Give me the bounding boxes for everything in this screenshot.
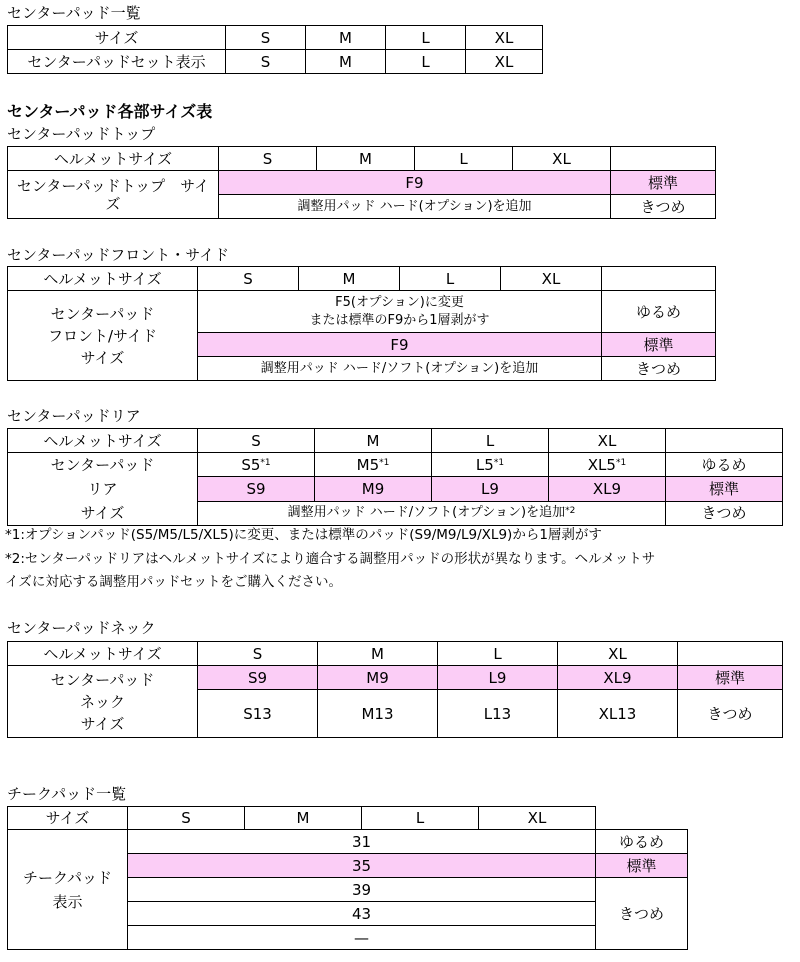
header-cell: S <box>226 26 306 50</box>
header-cell: L <box>438 642 558 666</box>
standard-value: L9 <box>438 666 558 690</box>
footnote-mark: *1 <box>260 457 271 468</box>
table-row <box>8 147 716 171</box>
rear-table <box>7 428 783 526</box>
tight-value: 調整用パッド ハード(オプション)を追加 <box>219 195 611 219</box>
header-cell: L <box>362 807 479 830</box>
row-label-line: センターパッド <box>50 670 155 689</box>
footnote-mark: *2 <box>565 506 576 517</box>
cheek-value: — <box>128 926 596 950</box>
header-cell: サイズ <box>8 26 226 50</box>
tight-value: S13 <box>198 690 318 738</box>
loose-value-line: または標準のF9から1層剥がす <box>309 312 490 328</box>
table-row <box>8 642 783 666</box>
footnote-mark: *1 <box>379 457 390 468</box>
empty-corner <box>596 807 688 830</box>
table-row <box>8 429 783 453</box>
overview-title: センターパッド一覧 <box>7 4 141 22</box>
header-cell: ヘルメットサイズ <box>8 267 198 291</box>
loose-value <box>198 291 602 333</box>
loose-value-text: S5 <box>241 455 261 474</box>
row-label <box>8 830 128 950</box>
footnote-mark: *1 <box>493 457 505 468</box>
top-title: センターパッドトップ <box>7 125 156 143</box>
table-row <box>8 50 543 74</box>
standard-value: XL9 <box>558 666 678 690</box>
header-cell: XL <box>558 642 678 666</box>
header-cell: M <box>306 26 386 50</box>
standard-value: S9 <box>198 477 315 501</box>
tight-tag: きつめ <box>611 195 716 219</box>
footnote-2-line-2: イズに対応する調整用パッドセットをご購入ください。 <box>5 574 342 590</box>
cheek-value: 35 <box>128 854 596 878</box>
table-row <box>8 807 688 830</box>
table-row <box>8 171 716 195</box>
header-cell: L <box>400 267 501 291</box>
table-row <box>8 291 716 333</box>
neck-title: センターパッドネック <box>7 619 156 637</box>
row-label-line: サイズ <box>80 714 125 733</box>
tight-tag: きつめ <box>596 878 688 950</box>
header-cell: ヘルメットサイズ <box>8 642 198 666</box>
parts-heading: センターパッド各部サイズ表 <box>7 102 213 121</box>
header-cell: M <box>299 267 400 291</box>
row-label-line: 表示 <box>52 892 83 911</box>
header-cell <box>666 429 783 453</box>
standard-value: M9 <box>315 477 432 501</box>
header-cell: XL <box>549 429 666 453</box>
standard-tag: 標準 <box>596 854 688 878</box>
row-label-line: サイズ <box>80 348 125 367</box>
header-cell: XL <box>501 267 602 291</box>
front-table <box>7 266 716 381</box>
standard-value: M9 <box>318 666 438 690</box>
loose-value-text: XL5 <box>587 455 616 474</box>
value-cell: S <box>226 50 306 74</box>
cheek-value: 43 <box>128 902 596 926</box>
table-row <box>8 267 716 291</box>
tight-value: M13 <box>318 690 438 738</box>
header-cell: L <box>415 147 513 171</box>
row-label-line: サイズ <box>80 504 125 522</box>
tight-tag: きつめ <box>678 690 783 738</box>
header-cell: XL <box>479 807 596 830</box>
rear-title: センターパッドリア <box>7 407 141 425</box>
header-cell: S <box>128 807 245 830</box>
header-cell: M <box>315 429 432 453</box>
header-cell: ヘルメットサイズ <box>8 429 198 453</box>
tight-value: XL13 <box>558 690 678 738</box>
cheek-table <box>7 806 688 950</box>
tight-value-text: 調整用パッド ハード/ソフト(オプション)を追加 <box>287 505 566 521</box>
header-cell: S <box>219 147 317 171</box>
header-cell: ヘルメットサイズ <box>8 147 219 171</box>
header-cell <box>678 642 783 666</box>
loose-value-line: F5(オプション)に変更 <box>335 294 464 310</box>
loose-tag: ゆるめ <box>602 291 716 333</box>
row-label: センターパッドセット表示 <box>8 50 226 74</box>
tight-tag: きつめ <box>666 501 783 525</box>
header-cell: M <box>245 807 362 830</box>
row-label-line: センターパッド <box>50 304 155 323</box>
row-label <box>8 453 198 526</box>
table-row <box>8 666 783 690</box>
neck-table <box>7 641 783 738</box>
table-row <box>8 26 543 50</box>
standard-tag: 標準 <box>666 477 783 501</box>
tight-tag: きつめ <box>602 357 716 381</box>
header-cell <box>611 147 716 171</box>
header-cell: L <box>386 26 466 50</box>
header-cell: L <box>432 429 549 453</box>
tight-value: 調整用パッド ハード/ソフト(オプション)を追加 <box>198 357 602 381</box>
standard-value: F9 <box>198 333 602 357</box>
header-cell <box>602 267 716 291</box>
loose-tag: ゆるめ <box>666 453 783 477</box>
row-label-line: フロント/サイド <box>47 326 157 345</box>
header-cell: M <box>318 642 438 666</box>
loose-value <box>198 453 315 477</box>
header-cell: XL <box>513 147 611 171</box>
value-cell: M <box>306 50 386 74</box>
row-label-line: ネック <box>79 692 125 711</box>
standard-tag: 標準 <box>602 333 716 357</box>
header-cell: M <box>317 147 415 171</box>
tight-value: L13 <box>438 690 558 738</box>
standard-tag: 標準 <box>678 666 783 690</box>
value-cell: L <box>386 50 466 74</box>
header-cell: XL <box>466 26 543 50</box>
header-cell: S <box>198 267 299 291</box>
row-label-line: センターパッド <box>50 456 155 474</box>
table-row <box>8 453 783 477</box>
loose-value-text: L5 <box>475 455 494 474</box>
row-label-line: リア <box>87 480 118 498</box>
overview-table <box>7 25 543 74</box>
cheek-value: 39 <box>128 878 596 902</box>
cheek-value: 31 <box>128 830 596 854</box>
standard-value: F9 <box>219 171 611 195</box>
footnote-1: *1:オプションパッド(S5/M5/L5/XL5)に変更、または標準のパッド(S9/M9/L9/XL9)から1層剥がす <box>5 527 602 543</box>
footnote-mark: *1 <box>615 457 627 468</box>
front-title: センターパッドフロント・サイド <box>7 246 230 264</box>
value-cell: XL <box>466 50 543 74</box>
standard-value: L9 <box>432 477 549 501</box>
table-row <box>8 830 688 854</box>
cheek-title: チークパッド一覧 <box>7 785 127 803</box>
row-label: センターパッドトップ サイズ <box>8 171 219 219</box>
loose-value <box>315 453 432 477</box>
standard-value: S9 <box>198 666 318 690</box>
loose-value-text: M5 <box>356 455 380 474</box>
loose-tag: ゆるめ <box>596 830 688 854</box>
loose-value <box>549 453 666 477</box>
footnote-2-line-1: *2:センターパッドリアはヘルメットサイズにより適合する調整用パッドの形状が異なります。ヘルメットサ <box>5 551 656 567</box>
tight-value <box>198 501 666 525</box>
row-label <box>8 666 198 738</box>
standard-tag: 標準 <box>611 171 716 195</box>
loose-value <box>432 453 549 477</box>
standard-value: XL9 <box>549 477 666 501</box>
header-cell: S <box>198 642 318 666</box>
header-cell: サイズ <box>8 807 128 830</box>
row-label-line: チークパッド <box>22 868 113 887</box>
top-table <box>7 146 716 219</box>
row-label <box>8 291 198 381</box>
header-cell: S <box>198 429 315 453</box>
